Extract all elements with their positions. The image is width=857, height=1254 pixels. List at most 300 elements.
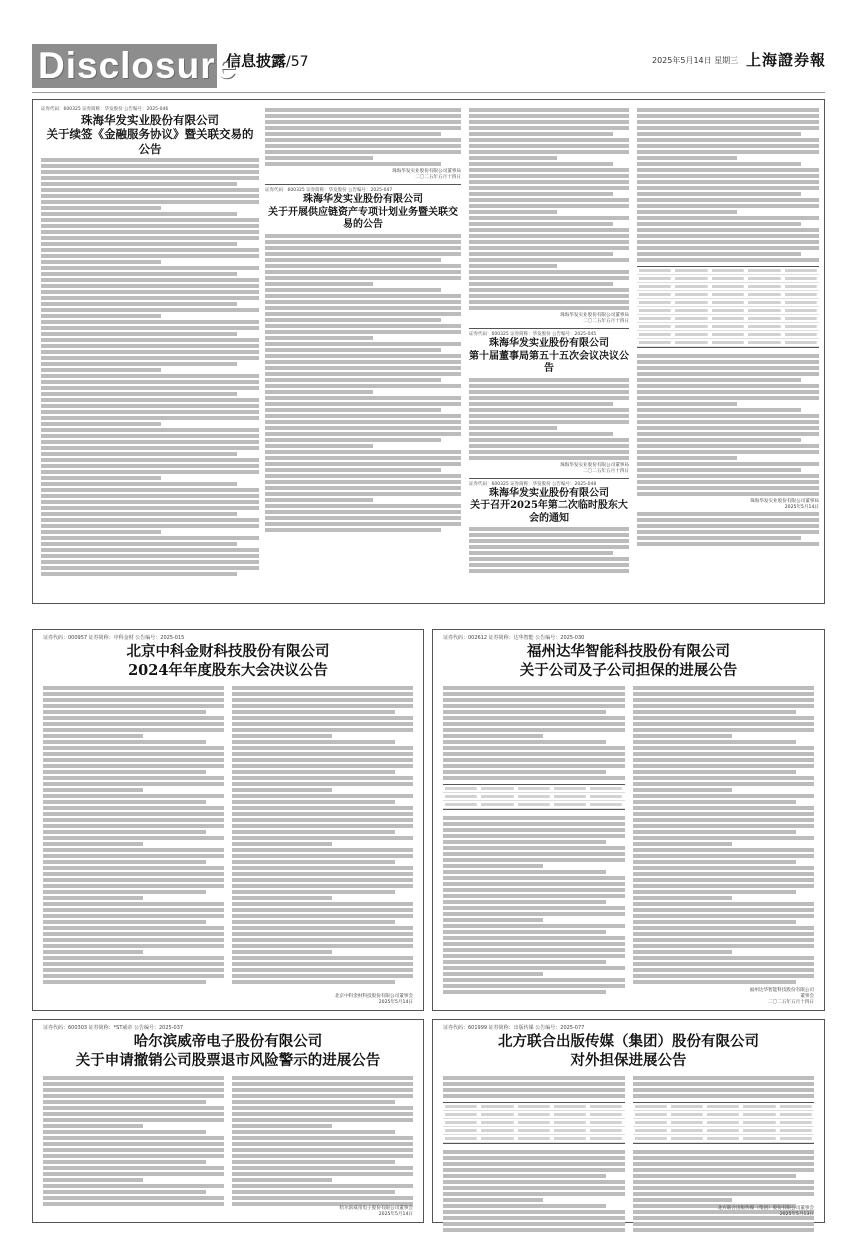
text-line xyxy=(232,1124,332,1128)
text-line xyxy=(265,150,461,154)
text-line xyxy=(637,108,819,112)
text-line xyxy=(469,527,629,531)
text-line xyxy=(265,276,461,280)
text-line xyxy=(41,200,259,204)
text-line xyxy=(443,1228,625,1232)
text-line xyxy=(637,138,819,142)
text-line xyxy=(41,170,259,174)
table-cell xyxy=(785,301,817,304)
text-line xyxy=(443,1216,625,1220)
text-line xyxy=(633,698,815,702)
text-line xyxy=(633,1222,815,1226)
text-line xyxy=(41,320,259,324)
text-line xyxy=(265,156,373,160)
text-line xyxy=(232,872,413,876)
table-cell xyxy=(785,341,817,344)
text-line xyxy=(232,728,413,732)
table-cell xyxy=(445,1137,477,1140)
text-line xyxy=(443,906,625,910)
text-line xyxy=(469,240,629,244)
company-name: 福州达华智能科技股份有限公司 xyxy=(527,643,730,660)
text-line xyxy=(633,740,796,744)
text-line xyxy=(469,539,629,543)
text-line xyxy=(41,464,259,468)
text-line xyxy=(637,396,819,400)
security-code-line: 证券代码：600325 证券简称：华发股份 公告编号：2025-048 xyxy=(469,481,597,487)
text-line xyxy=(232,746,413,750)
text-line xyxy=(265,342,461,346)
text-line xyxy=(265,492,461,496)
text-line xyxy=(469,545,629,549)
text-line xyxy=(637,444,819,448)
table-row xyxy=(637,315,819,323)
text-line xyxy=(637,168,819,172)
body-text xyxy=(43,684,224,996)
text-line xyxy=(633,956,815,960)
text-line xyxy=(43,1178,143,1182)
text-line xyxy=(43,1082,224,1086)
company-name: 珠海华发实业股份有限公司 xyxy=(81,113,219,127)
text-line xyxy=(637,384,819,388)
text-line xyxy=(43,1196,224,1200)
text-line xyxy=(443,930,606,934)
text-line xyxy=(232,686,413,690)
text-line xyxy=(43,1118,224,1122)
text-line xyxy=(232,860,395,864)
text-line xyxy=(43,788,143,792)
text-line xyxy=(41,386,259,390)
table-cell xyxy=(675,309,707,312)
text-line xyxy=(633,1228,815,1232)
text-line xyxy=(265,426,461,430)
text-line xyxy=(443,846,625,850)
company-name: 珠海华发实业股份有限公司 xyxy=(489,338,609,349)
text-line xyxy=(232,830,395,834)
text-line xyxy=(469,156,557,160)
text-line xyxy=(232,974,413,978)
text-line xyxy=(265,162,441,166)
text-line xyxy=(41,446,259,450)
text-line xyxy=(43,908,224,912)
text-line xyxy=(469,216,629,220)
text-line xyxy=(232,1118,413,1122)
announcement-northern-united-publishing xyxy=(432,1019,825,1223)
brand-word: Disclosure xyxy=(32,44,217,88)
announcement-body xyxy=(443,684,814,982)
text-line xyxy=(443,692,625,696)
text-line xyxy=(265,486,461,490)
text-line xyxy=(637,150,819,154)
text-line xyxy=(232,1196,413,1200)
text-line xyxy=(443,948,625,952)
text-line xyxy=(637,486,819,490)
text-line xyxy=(637,234,819,238)
text-line xyxy=(443,770,606,774)
text-line xyxy=(41,206,161,210)
text-line xyxy=(41,380,259,384)
text-line xyxy=(633,1174,796,1178)
text-line xyxy=(41,272,237,276)
text-line xyxy=(232,866,413,870)
table-row xyxy=(633,1127,815,1135)
text-line xyxy=(43,920,206,924)
text-line xyxy=(43,1088,224,1092)
text-line xyxy=(265,240,461,244)
signature-stamp: 珠海华发实业股份有限公司董事局 二〇二五年五月十四日 xyxy=(560,462,629,474)
text-line xyxy=(633,692,815,696)
table-cell xyxy=(748,341,780,344)
table-cell xyxy=(639,333,671,336)
table-cell xyxy=(743,1105,775,1108)
text-line xyxy=(469,144,629,148)
text-line xyxy=(43,1148,224,1152)
table-cell xyxy=(590,1121,622,1124)
table-row xyxy=(637,323,819,331)
text-line xyxy=(637,360,819,364)
text-line xyxy=(443,942,625,946)
text-line xyxy=(41,212,237,216)
text-line xyxy=(41,368,161,372)
text-line xyxy=(443,990,606,994)
table-cell xyxy=(671,1113,703,1116)
text-line xyxy=(265,408,441,412)
table-cell xyxy=(590,803,622,806)
text-line xyxy=(443,752,625,756)
text-line xyxy=(633,764,815,768)
body-text xyxy=(637,512,819,546)
text-line xyxy=(232,842,332,846)
text-line xyxy=(232,740,395,744)
text-line xyxy=(41,302,237,306)
text-line xyxy=(633,1168,815,1172)
text-line xyxy=(443,776,625,780)
table-cell xyxy=(707,1137,739,1140)
table-row xyxy=(443,1119,625,1127)
table-cell xyxy=(481,803,513,806)
text-line xyxy=(469,114,629,118)
body-text xyxy=(443,816,625,994)
text-line xyxy=(43,1124,143,1128)
text-line xyxy=(637,492,819,496)
text-line xyxy=(232,962,413,966)
text-line xyxy=(41,350,259,354)
text-line xyxy=(232,848,413,852)
table-cell xyxy=(743,1121,775,1124)
body-text xyxy=(469,527,629,573)
text-line xyxy=(43,884,224,888)
text-line xyxy=(265,390,373,394)
text-line xyxy=(469,252,613,256)
text-line xyxy=(43,1130,206,1134)
text-line xyxy=(43,956,224,960)
text-line xyxy=(43,740,206,744)
text-line xyxy=(633,926,815,930)
text-line xyxy=(232,1190,395,1194)
table-cell xyxy=(712,325,744,328)
text-line xyxy=(633,854,815,858)
security-code-line: 证券代码：600303 证券简称：*ST威帝 公告编号：2025-037 xyxy=(43,1025,184,1031)
table-cell xyxy=(639,293,671,296)
text-line xyxy=(443,1150,625,1154)
text-line xyxy=(469,138,629,142)
table-cell xyxy=(780,1121,812,1124)
text-line xyxy=(469,378,629,382)
text-line xyxy=(633,1082,815,1086)
text-line xyxy=(469,126,629,130)
table-cell xyxy=(445,1129,477,1132)
text-line xyxy=(43,722,224,726)
security-code-line: 证券代码：600325 证券简称：华发股份 公告编号：2025-045 xyxy=(469,332,597,337)
text-line xyxy=(43,716,224,720)
text-line xyxy=(41,566,259,570)
text-line xyxy=(41,476,161,480)
text-line xyxy=(43,800,206,804)
text-line xyxy=(41,290,259,294)
body-text xyxy=(443,686,625,780)
text-line xyxy=(232,776,413,780)
table-row xyxy=(443,793,625,801)
table-cell xyxy=(554,1105,586,1108)
table-cell xyxy=(671,1137,703,1140)
text-line xyxy=(43,794,224,798)
text-line xyxy=(633,818,815,822)
text-line xyxy=(469,210,557,214)
text-line xyxy=(41,230,259,234)
table-row xyxy=(633,1103,815,1111)
text-line xyxy=(637,474,819,478)
text-line xyxy=(637,216,819,220)
table-cell xyxy=(675,277,707,280)
text-line xyxy=(443,888,625,892)
text-line xyxy=(633,722,815,726)
text-line xyxy=(41,530,161,534)
announcement-body xyxy=(443,1074,814,1200)
guarantee-table xyxy=(443,784,625,810)
text-line xyxy=(469,426,557,430)
text-line xyxy=(633,836,815,840)
text-line xyxy=(41,296,259,300)
table-row xyxy=(443,1135,625,1143)
text-line xyxy=(232,938,413,942)
table-cell xyxy=(445,1121,477,1124)
text-line xyxy=(637,542,819,546)
company-name: 珠海华发实业股份有限公司 xyxy=(303,194,423,205)
text-line xyxy=(41,248,259,252)
signature-stamp: 福州达华智能科技股份有限公司 董事会 二〇二五年五月十四日 xyxy=(749,988,814,1005)
text-line xyxy=(43,752,224,756)
text-line xyxy=(637,456,737,460)
table-cell xyxy=(785,285,817,288)
table-cell xyxy=(639,325,671,328)
divider xyxy=(469,328,629,329)
text-line xyxy=(43,854,224,858)
text-line xyxy=(265,438,441,442)
text-line xyxy=(443,876,625,880)
signature-stamp: 北京中科金财科技股份有限公司董事会 2025年5月14日 xyxy=(334,994,413,1005)
table-cell xyxy=(635,1129,667,1132)
text-line xyxy=(469,384,629,388)
text-line xyxy=(443,1198,543,1202)
text-line xyxy=(41,164,259,168)
text-line xyxy=(469,402,613,406)
table-cell xyxy=(554,787,586,790)
text-line xyxy=(232,1076,413,1080)
text-line xyxy=(265,480,461,484)
text-line xyxy=(443,1192,625,1196)
text-line xyxy=(41,284,259,288)
text-line xyxy=(265,504,461,508)
announcement-title: 关于公司及子公司担保的进展公告 xyxy=(519,662,738,679)
table-cell xyxy=(590,1113,622,1116)
text-line xyxy=(232,968,413,972)
table-cell xyxy=(748,333,780,336)
table-cell xyxy=(518,795,550,798)
text-line xyxy=(265,282,373,286)
text-line xyxy=(41,434,259,438)
text-line xyxy=(469,264,557,268)
table-cell xyxy=(748,269,780,272)
text-line xyxy=(637,354,819,358)
text-line xyxy=(633,932,815,936)
text-line xyxy=(443,984,625,988)
text-line xyxy=(232,878,413,882)
text-line xyxy=(469,192,613,196)
text-line xyxy=(43,764,224,768)
text-line xyxy=(633,1094,815,1098)
text-line xyxy=(43,1136,224,1140)
company-name: 哈尔滨威帝电子股份有限公司 xyxy=(133,1033,323,1050)
text-line xyxy=(43,1160,206,1164)
text-line xyxy=(443,858,625,862)
text-line xyxy=(469,186,629,190)
text-line xyxy=(637,246,819,250)
text-line xyxy=(41,500,259,504)
table-cell xyxy=(712,341,744,344)
text-line xyxy=(232,1142,413,1146)
text-line xyxy=(443,924,625,928)
text-line xyxy=(633,1156,815,1160)
text-line xyxy=(633,962,815,966)
text-line xyxy=(265,348,441,352)
text-line xyxy=(443,936,625,940)
text-line xyxy=(41,224,259,228)
text-line xyxy=(232,806,413,810)
text-line xyxy=(633,782,815,786)
body-text xyxy=(637,354,819,496)
text-line xyxy=(41,398,259,402)
text-line xyxy=(469,258,629,262)
text-line xyxy=(443,912,625,916)
text-line xyxy=(232,818,413,822)
text-line xyxy=(41,518,259,522)
text-line xyxy=(43,824,224,828)
security-code-line: 证券代码：600325 证券简称：华发股份 公告编号：2025-046 xyxy=(41,107,169,112)
text-line xyxy=(443,954,625,958)
announcement-title: 关于申请撤销公司股票退市风险警示的进展公告 xyxy=(75,1052,381,1069)
security-code-line: 证券代码：600325 证券简称：华发股份 公告编号：2025-047 xyxy=(265,188,393,193)
text-line xyxy=(43,914,224,918)
table-cell xyxy=(675,293,707,296)
text-line xyxy=(443,764,625,768)
text-line xyxy=(637,132,801,136)
text-line xyxy=(469,198,629,202)
text-line xyxy=(232,944,413,948)
table-cell xyxy=(675,269,707,272)
text-line xyxy=(265,318,441,322)
text-line xyxy=(43,968,224,972)
table-cell xyxy=(743,1129,775,1132)
text-line xyxy=(43,848,224,852)
text-line xyxy=(265,324,461,328)
text-line xyxy=(469,132,613,136)
text-line xyxy=(443,816,625,820)
guarantee-table xyxy=(443,1102,625,1144)
text-line xyxy=(43,734,143,738)
text-line xyxy=(637,204,819,208)
table-cell xyxy=(635,1121,667,1124)
text-line xyxy=(443,1162,625,1166)
text-line xyxy=(265,384,461,388)
table-row xyxy=(443,785,625,793)
text-line xyxy=(633,950,733,954)
text-line xyxy=(43,890,206,894)
text-line xyxy=(265,528,441,532)
body-text xyxy=(443,1150,625,1232)
text-line xyxy=(633,884,815,888)
table-cell xyxy=(639,309,671,312)
table-cell xyxy=(707,1129,739,1132)
table-cell xyxy=(748,277,780,280)
table-cell xyxy=(780,1137,812,1140)
text-line xyxy=(637,198,819,202)
text-line xyxy=(41,548,259,552)
text-line xyxy=(41,194,259,198)
text-line xyxy=(443,1088,625,1092)
text-line xyxy=(265,402,461,406)
text-line xyxy=(265,462,461,466)
company-name: 珠海华发实业股份有限公司 xyxy=(489,487,609,499)
announcement-body xyxy=(43,1074,413,1200)
text-line xyxy=(469,551,613,555)
text-line xyxy=(443,1180,625,1184)
text-line xyxy=(633,686,815,690)
text-line xyxy=(41,278,259,282)
text-line xyxy=(41,554,259,558)
text-line xyxy=(633,746,815,750)
announcement-title: 2024年年度股东大会决议公告 xyxy=(128,662,328,679)
table-row xyxy=(637,275,819,283)
text-line xyxy=(265,138,461,142)
table-cell xyxy=(518,1113,550,1116)
table-cell xyxy=(743,1113,775,1116)
text-line xyxy=(265,354,461,358)
text-line xyxy=(43,1100,206,1104)
text-line xyxy=(633,842,733,846)
text-line xyxy=(443,894,625,898)
text-line xyxy=(469,180,629,184)
text-line xyxy=(637,252,801,256)
announcement-finance-services xyxy=(41,106,259,598)
text-line xyxy=(41,428,259,432)
text-line xyxy=(443,972,543,976)
text-line xyxy=(633,812,815,816)
text-line xyxy=(633,902,815,906)
text-line xyxy=(633,794,815,798)
text-line xyxy=(43,698,224,702)
column-4 xyxy=(637,106,819,598)
text-line xyxy=(232,1178,332,1182)
table-cell xyxy=(639,269,671,272)
